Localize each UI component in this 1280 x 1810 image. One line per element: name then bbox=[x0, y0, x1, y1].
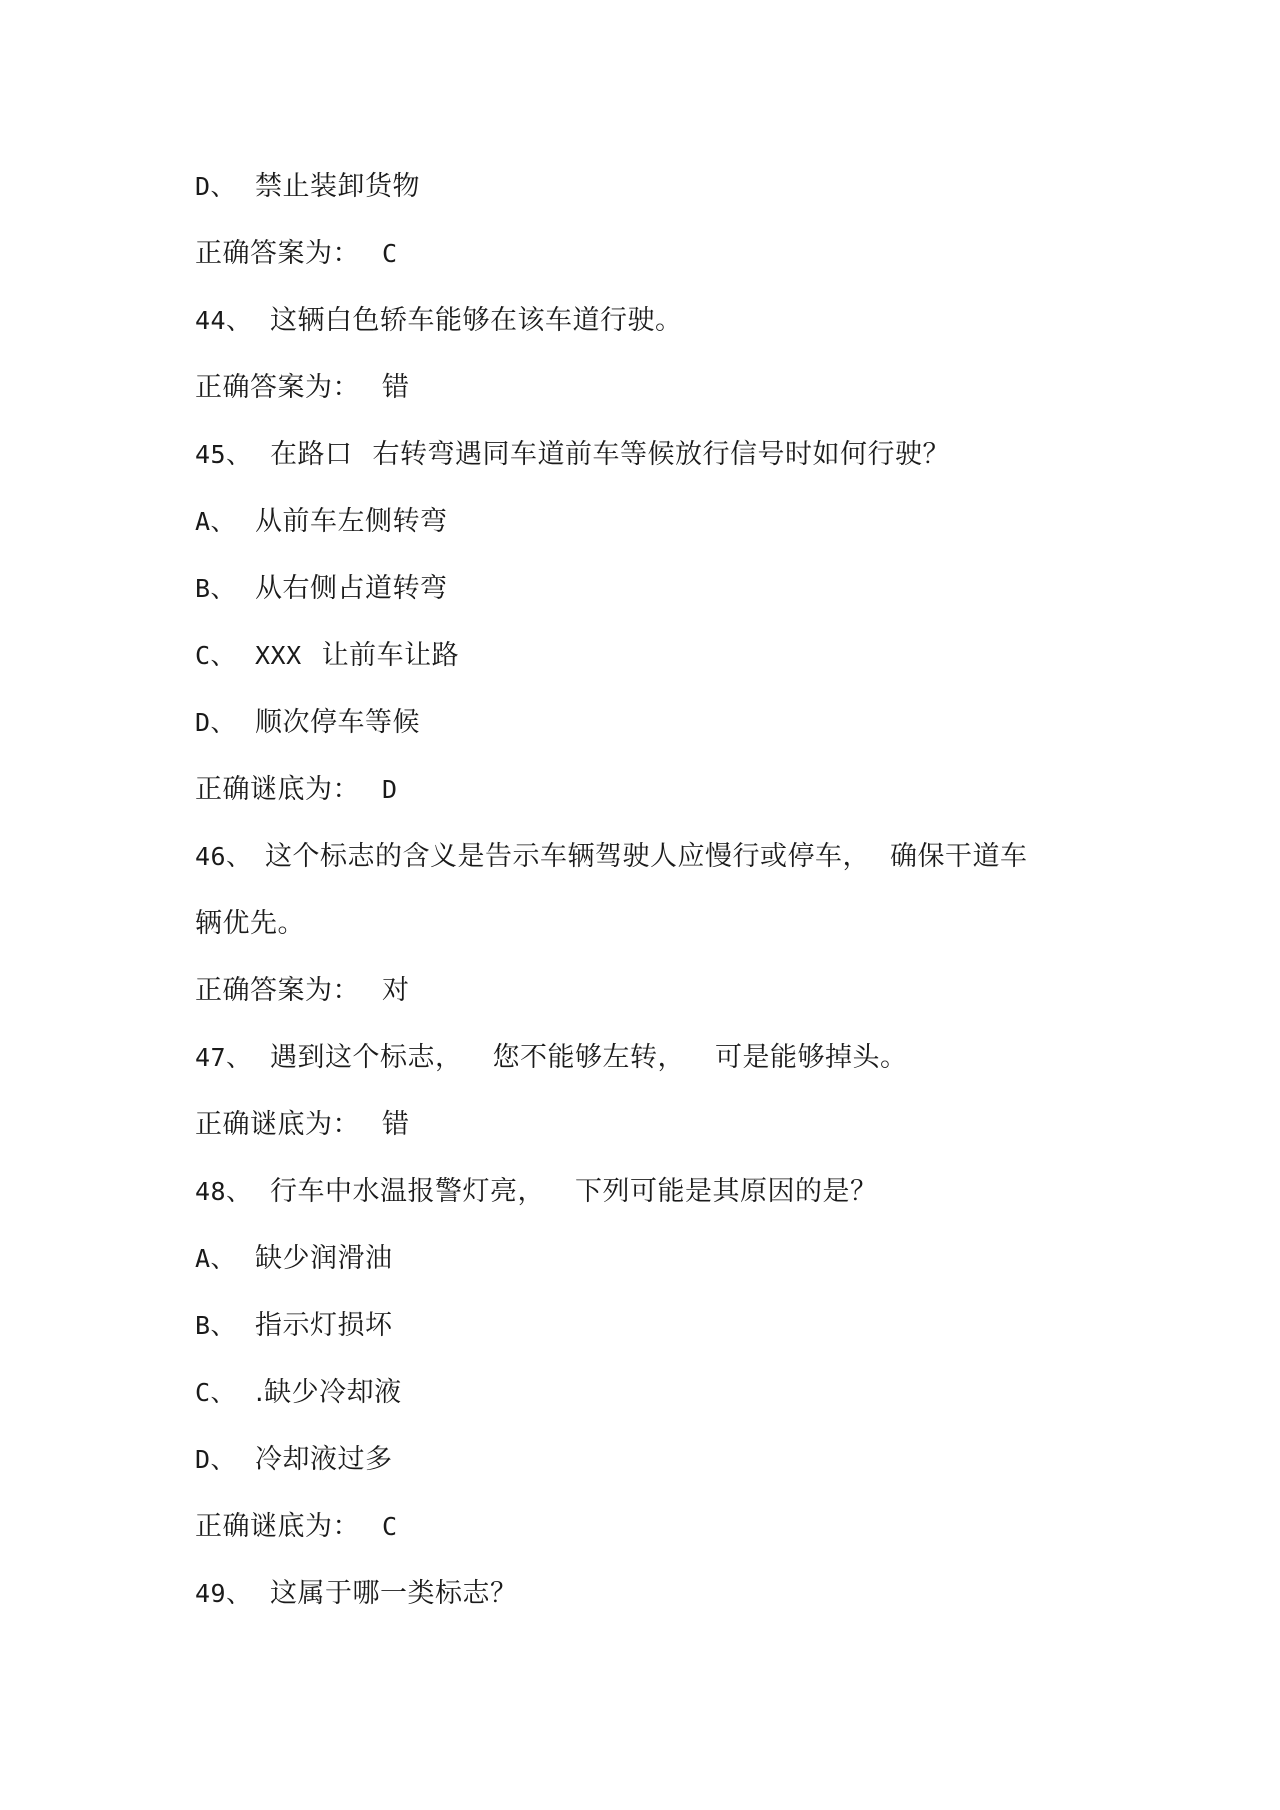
answer-label: 正确答案为： bbox=[195, 975, 360, 1006]
option-text-part2: 让前车让路 bbox=[321, 640, 460, 671]
question-text-part2: 确保干道车 bbox=[890, 841, 1028, 872]
option-c-q48 bbox=[195, 1371, 402, 1415]
question-number: 44、 bbox=[195, 306, 252, 335]
question-number: 48、 bbox=[195, 1177, 252, 1206]
option-text: 冷却液过多 bbox=[255, 1444, 393, 1475]
question-text-part1: 在路口 bbox=[270, 439, 353, 470]
option-label: D、 bbox=[195, 1445, 237, 1474]
question-48 bbox=[195, 1170, 878, 1214]
answer-value: C bbox=[382, 239, 398, 268]
answer-q44 bbox=[195, 366, 410, 410]
question-text-part2: 下列可能是其原因的是？ bbox=[575, 1176, 878, 1207]
question-text-part3: 可是能够掉头。 bbox=[715, 1042, 908, 1073]
answer-label: 正确谜底为： bbox=[195, 1109, 360, 1140]
option-b-q48 bbox=[195, 1304, 393, 1348]
question-text: 这属于哪一类标志？ bbox=[270, 1578, 518, 1609]
option-b-q45 bbox=[195, 567, 448, 611]
option-label: A、 bbox=[195, 507, 237, 536]
answer-label: 正确谜底为： bbox=[195, 774, 360, 805]
option-text: 缺少润滑油 bbox=[255, 1243, 393, 1274]
option-text: 禁止装卸货物 bbox=[255, 171, 420, 202]
answer-value: 对 bbox=[382, 975, 410, 1006]
question-45 bbox=[195, 433, 950, 477]
option-a-q45 bbox=[195, 500, 448, 544]
question-text-part1: 这个标志的含义是告示车辆驾驶人应慢行或停车， bbox=[265, 841, 870, 872]
answer-value: 错 bbox=[382, 1109, 410, 1140]
question-47 bbox=[195, 1036, 908, 1080]
question-44 bbox=[195, 299, 683, 343]
option-label: B、 bbox=[195, 1311, 237, 1340]
question-text: 这辆白色轿车能够在该车道行驶。 bbox=[270, 305, 683, 336]
answer-label: 正确谜底为： bbox=[195, 1511, 360, 1542]
answer-value: D bbox=[382, 775, 398, 804]
option-label: C、 bbox=[195, 1378, 237, 1407]
option-d-q45 bbox=[195, 701, 420, 745]
option-text: .缺少冷却液 bbox=[255, 1377, 402, 1408]
question-text-continuation: 辆优先。 bbox=[195, 908, 305, 939]
question-number: 46、 bbox=[195, 842, 252, 871]
answer-value: 错 bbox=[382, 372, 410, 403]
question-46 bbox=[195, 835, 1028, 879]
answer-label: 正确答案为： bbox=[195, 372, 360, 403]
question-49 bbox=[195, 1572, 518, 1616]
question-text-part2: 您不能够左转， bbox=[492, 1042, 685, 1073]
option-text: 从前车左侧转弯 bbox=[255, 506, 448, 537]
option-text-part1: XXX bbox=[255, 641, 302, 670]
option-d-q43 bbox=[195, 165, 420, 209]
question-number: 49、 bbox=[195, 1579, 252, 1608]
option-label: D、 bbox=[195, 708, 237, 737]
answer-q45 bbox=[195, 768, 398, 812]
question-number: 45、 bbox=[195, 440, 252, 469]
option-text: 指示灯损坏 bbox=[255, 1310, 393, 1341]
answer-label: 正确答案为： bbox=[195, 238, 360, 269]
answer-q43 bbox=[195, 232, 398, 276]
option-d-q48 bbox=[195, 1438, 393, 1482]
option-label: D、 bbox=[195, 172, 237, 201]
option-label: C、 bbox=[195, 641, 237, 670]
option-c-q45 bbox=[195, 634, 459, 678]
answer-q47 bbox=[195, 1103, 410, 1147]
option-a-q48 bbox=[195, 1237, 393, 1281]
question-text-part1: 遇到这个标志， bbox=[270, 1042, 463, 1073]
answer-q48 bbox=[195, 1505, 398, 1549]
option-label: A、 bbox=[195, 1244, 237, 1273]
answer-q46 bbox=[195, 969, 410, 1013]
option-text: 从右侧占道转弯 bbox=[255, 573, 448, 604]
option-label: B、 bbox=[195, 574, 237, 603]
question-text-part2: 右转弯遇同车道前车等候放行信号时如何行驶？ bbox=[372, 439, 950, 470]
answer-value: C bbox=[382, 1512, 398, 1541]
question-text-part1: 行车中水温报警灯亮， bbox=[270, 1176, 545, 1207]
question-46-continuation bbox=[195, 902, 305, 946]
question-number: 47、 bbox=[195, 1043, 252, 1072]
option-text: 顺次停车等候 bbox=[255, 707, 420, 738]
